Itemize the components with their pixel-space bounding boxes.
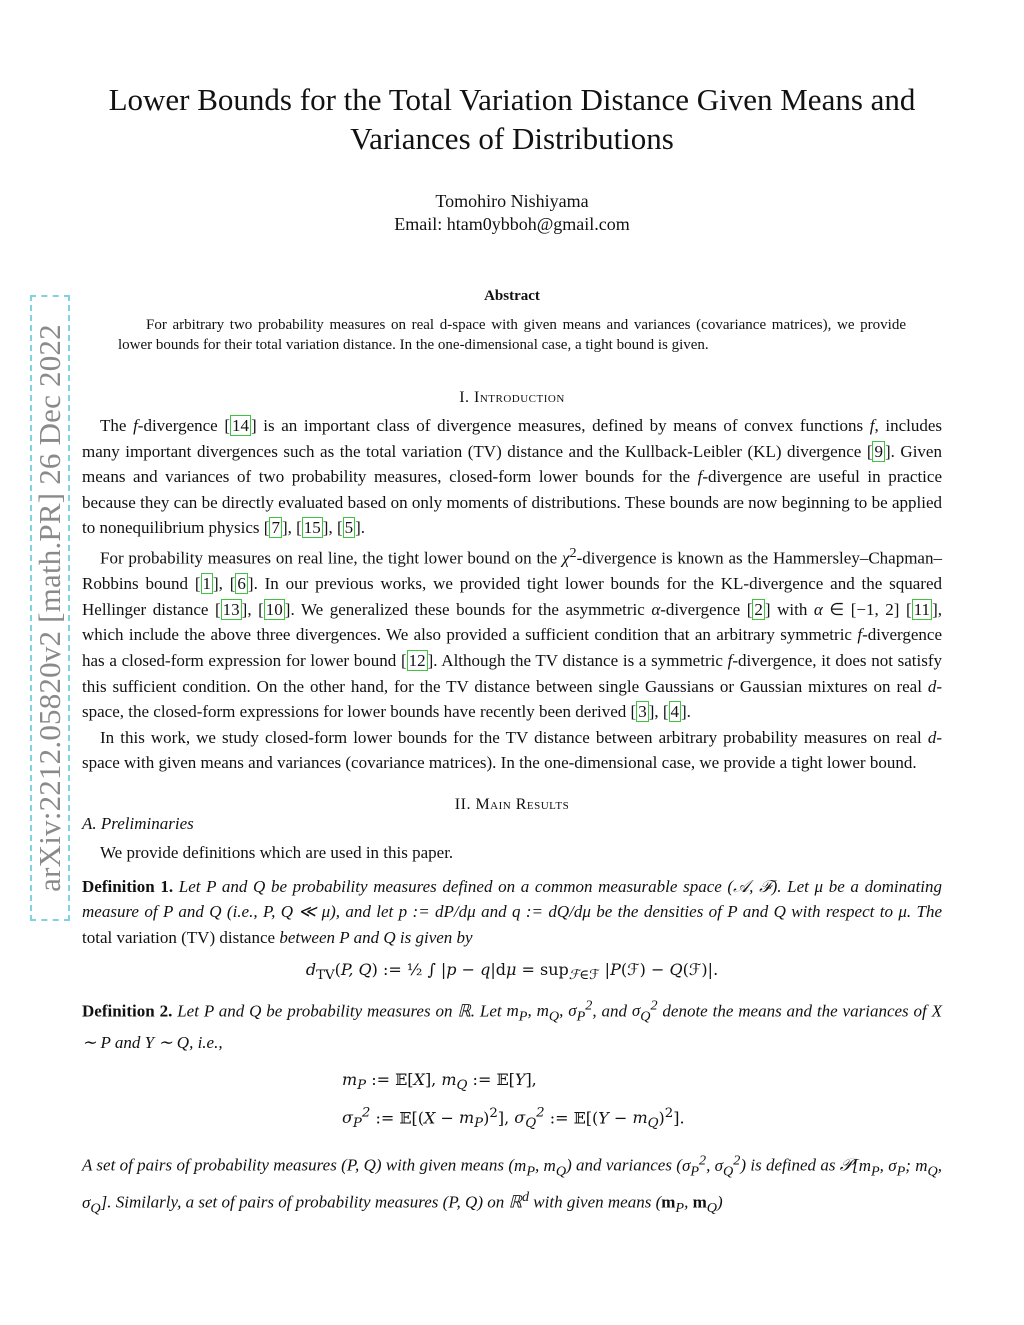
equation-moments: $m_P$ := 𝔼[X], $m_Q$ := 𝔼[Y], $\sigma_P^2$ := 𝔼[(X − $m_P)^2$], $\sigma_Q^2$ := 𝔼[(Y − $m_Q)^2$].	[342, 1069, 685, 1132]
author-block	[82, 190, 942, 236]
definition-label: Definition 2.	[82, 1001, 173, 1021]
citation-link[interactable]: 11	[913, 599, 931, 619]
section-number: II.	[454, 795, 471, 813]
intro-paragraph-2: For probability measures on real line, the tight lower bound on the $\chi^2$-divergence is known as the Hammersley–Chapman–Robbins bound [ 1 ], [ 6 ]. In our previous works, we provided tight lower bounds for the KL-divergence and the squared Hellinger distance [ 13 ], [ 10 ]. We generalized these bounds for the asymmetric α-divergence [ 2 ] with α ∈ [−1, 2] [ 11 ], which include the above three divergences. We also provided a sufficient condition that an arbitrary symmetric f-divergence has a closed-form expression for lower bound [ 12 ]. Although the TV distance is a symmetric f-divergence, it does not satisfy this sufficient condition. On the other hand, for the TV distance between single Gaussians or Gaussian mixtures on real d-space, the closed-form expressions for lower bounds have recently been derived [ 3 ], [ 4 ].	[82, 544, 943, 722]
arxiv-id: arXiv:2212.05820v2 [math.PR] 26 Dec 2022	[32, 324, 67, 892]
section-heading-introduction	[82, 389, 942, 407]
definition-1: Definition 1. Let P and Q be probability measures defined on a common measurable space (𝒜, ℱ). Let μ be a dominating measure of P and Q (i.e., P, Q ≪ μ), and let p := dP/dμ and q := dQ/dμ be the densities of P and Q with respect to μ. The total variation (TV) distance between P and Q is given by	[82, 876, 943, 947]
citation-link[interactable]: 4	[670, 702, 680, 722]
citation-link[interactable]: 5	[344, 518, 354, 538]
section-title: Introduction	[474, 389, 565, 406]
section-title: Main Results	[475, 795, 570, 813]
citation-link[interactable]: 15	[303, 518, 321, 538]
citation-link[interactable]: 3	[638, 702, 647, 722]
section-number: I.	[459, 389, 470, 406]
definition-2: Definition 2. Let P and Q be probability measures on ℝ. Let $m_P$, $m_Q$, $\sigma_P^2$, and $\sigma_Q^2$ denote the means and the variances of X ∼ P and Y ∼ Q, i.e.,	[82, 997, 943, 1053]
definition-label: Definition 1.	[82, 876, 174, 896]
citation-link[interactable]: 6	[237, 574, 246, 594]
author-name: Tomohiro Nishiyama	[435, 191, 589, 211]
author-email: Email: htam0ybboh@gmail.com	[394, 214, 630, 234]
citation-link[interactable]: 14	[232, 416, 249, 435]
definition-2-continuation: A set of pairs of probability measures (P, Q) with given means ($m_P$, $m_Q$) and variances ($\sigma_P^2$, $\sigma_Q^2$) is defined as $𝒫[m_P$, $\sigma_P$; $m_Q$, $\sigma_Q$]. Similarly, a set of pairs of probability measures (P, Q) on ℝ$^d$ with given means ($m_P$, $m_Q$)	[82, 1152, 942, 1217]
paper-page	[82, 80, 942, 1222]
subsection-preliminaries: A. Preliminaries	[82, 813, 194, 833]
intro-paragraph-3: In this work, we study closed-form lower bounds for the TV distance between arbitrary probability measures on real d-space with given means and variances (covariance matrices). In the one-dimensional case, we provide a tight lower bound.	[82, 727, 942, 773]
preliminaries-text: We provide definitions which are used in this paper.	[100, 842, 454, 862]
citation-link[interactable]: 13	[222, 599, 240, 619]
abstract-text: For arbitrary two probability measures on real d-space with given means and variances (covariance matrices), we provide lower bounds for their total variation distance. In the one-dimensional case, a tight bound is given.	[118, 317, 906, 353]
citation-link[interactable]: 9	[874, 441, 883, 461]
equation-tv-distance: $d_{TV}(P$, Q) := ½ ∫ |p − q|dμ = sup$_{ℱ\in ℱ}$ |P(ℱ) − Q(ℱ)|.	[305, 960, 719, 984]
paper-title: Lower Bounds for the Total Variation Distance Given Means and Variances of Distributions	[108, 82, 916, 156]
section-heading-main-results	[82, 796, 942, 814]
abstract-heading: Abstract	[484, 288, 540, 304]
citation-link[interactable]: 7	[271, 518, 280, 538]
citation-link[interactable]: 2	[754, 599, 763, 619]
citation-link[interactable]: 10	[265, 599, 283, 619]
intro-paragraph-1: The f-divergence [ 14 ] is an important class of divergence measures, defined by means of convex functions f, includes many important divergences such as the total variation (TV) distance and the Kullback-Leibler (KL) divergence [ 9 ]. Given means and variances of two probability measures, closed-form lower bounds for the f-divergence are useful in practice because they can be directly evaluated based on only moments of distributions. These bounds are now beginning to be applied to nonequilibrium physics [ 7 ], [ 15 ], [ 5 ].	[82, 416, 942, 538]
citation-link[interactable]: 1	[202, 574, 211, 594]
arxiv-stamp	[30, 295, 70, 921]
citation-link[interactable]: 12	[408, 651, 426, 670]
